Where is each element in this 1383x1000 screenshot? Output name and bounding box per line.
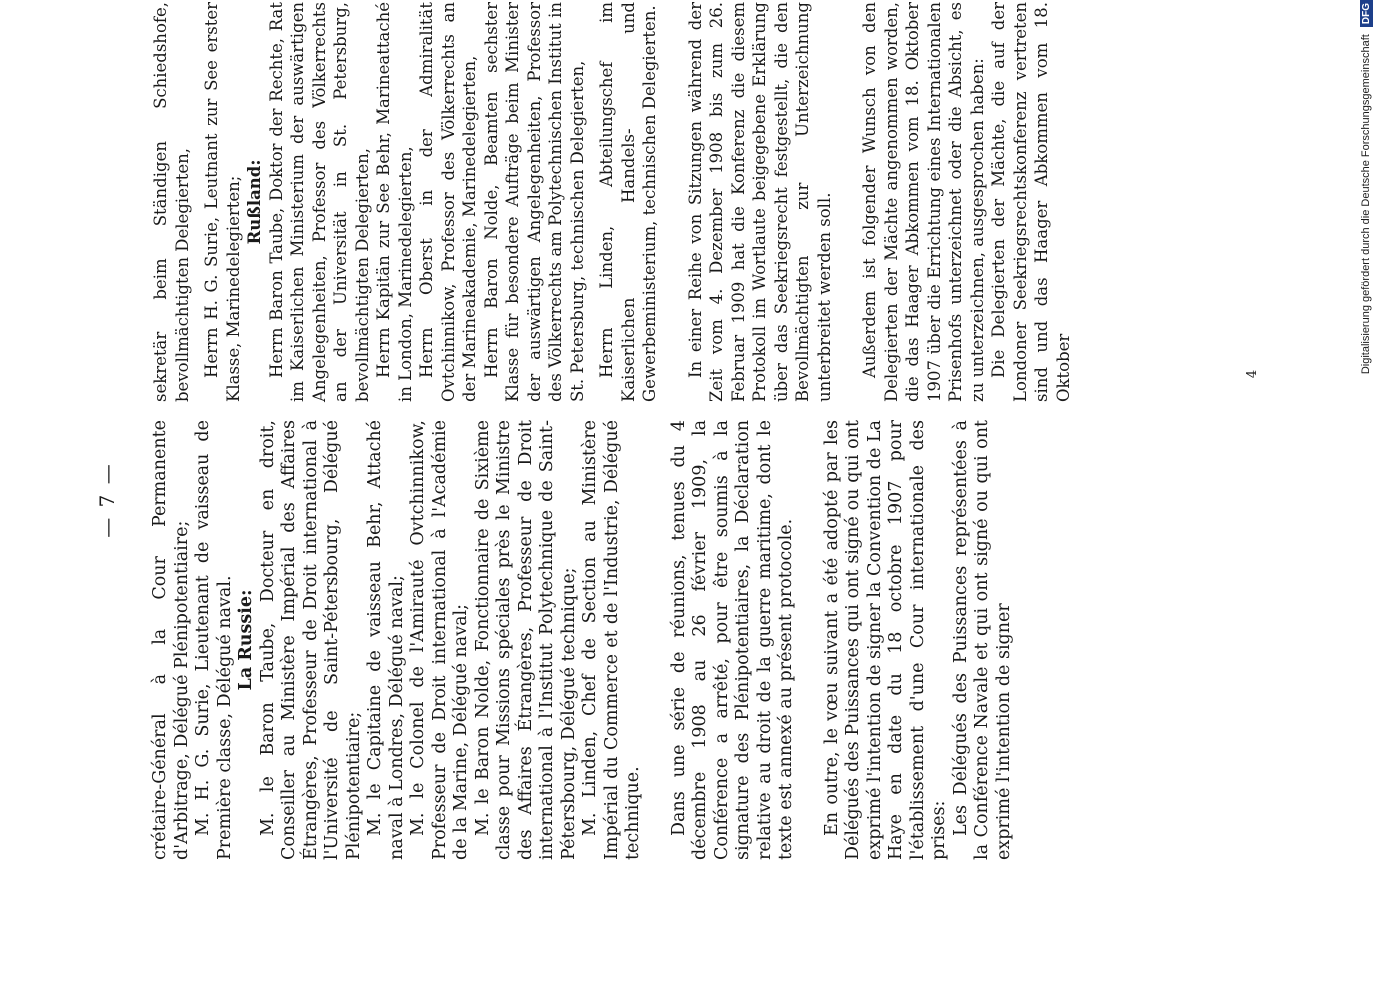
spacer	[835, 2, 859, 402]
signature-mark: 4	[1245, 369, 1260, 379]
fr-intro: crétaire-Général à la Cour Permanente d'Arbitrage, Délégué Plénipotentiaire;	[150, 420, 192, 860]
fr-taube: M. le Baron Taube, Docteur en droit, Conseiller au Ministère Impérial des Affaires Étrangères, Professeur de Droit international à l'Université de Saint-Pétersbourg, Délégué Plénipotentiaire;	[257, 420, 364, 860]
fr-voeu: En outre, le vœu suivant a été adopté par les Délégués des Puissances qui ont signé ou qui ont exprimé l'intention de signer la Convention de La Haye en date du 18 octobre 1907 pour l'établissement d'une Cour internationale des prises:	[821, 420, 949, 860]
page-number: — 7 —	[95, 462, 119, 538]
fr-ovtchinnikow: M. le Colonel de l'Amirauté Ovtchinnikow, Professeur de Droit international à l'Académie de la Marine, Délégué naval;	[408, 420, 471, 860]
spacer	[645, 420, 669, 860]
spacer	[193, 2, 201, 402]
de-reunions: In einer Reihe von Sitzungen während der Zeit vom 4. Dezember 1908 bis zum 26. Februar 1909 hat die Konferenz die diesem Protokoll im Wortlaute beigegebene Erklärung über das Seekriegsrecht festgestellt, die den Bevollmächtigten zur Unterzeichnung unterbreitet werden soll.	[685, 2, 834, 402]
de-ovtchinnikow: Herrn Oberst in der Admiralität Ovtchinnikow, Professor des Völkerrechts an der Marineakademie, Marinedelegierten,	[417, 2, 479, 402]
de-linden: Herrn Linden, Abteilungschef im Kaiserlichen Handels- und Gewerbeministerium, technischen Delegierten.	[597, 2, 659, 402]
fr-reunions: Dans une série de réunions, tenues du 4 décembre 1908 au 26 février 1909, la Conférence a arrêté, pour être soumis à la signature des Plénipotentiaires, la Déclaration relative au droit de la guerre maritime, dont le texte est annexé au présent protocole.	[668, 420, 796, 860]
fr-linden: M. Linden, Chef de Section au Ministère Impérial du Commerce et de l'Industrie, Délégué technique.	[580, 420, 643, 860]
de-nolde: Herrn Baron Nolde, Beamten sechster Klasse für besondere Aufträge beim Minister der auswärtigen Angelegenheiten, Professor des Völkerrechts am Polytechnischen Institut in St. Petersburg, technischen Delegierten,	[481, 2, 587, 402]
de-intro: sekretär beim Ständigen Schiedshofe, bevollmächtigten Delegierten,	[151, 2, 192, 402]
fr-delegues: Les Délégués des Puissances représentées à la Conférence Navale et qui ont signé ou qui ont exprimé l'intention de signer	[950, 420, 1014, 860]
dfg-logo-icon: DFG	[1360, 0, 1373, 27]
de-voeu: Außerdem ist folgender Wunsch von den Delegierten der Mächte angenommen worden, die das Haager Abkommen vom 18. Oktober 1907 über die Errichtung eines Internationalen Prisenhofs unterzeichnet oder die Absicht, es zu unterzeichnen, ausgesprochen haben:	[860, 2, 987, 402]
french-column	[150, 420, 1015, 860]
german-column	[150, 2, 1074, 402]
spacer	[798, 420, 822, 860]
de-surie: Herrn H. G. Surie, Leutnant zur See erster Klasse, Marinedelegierten;	[202, 2, 243, 402]
de-delegues: Die Delegierten der Mächte, die auf der Londoner Seekriegsrechtskonferenz vertreten sind und das Haager Abkommen vom 18. Oktober	[989, 2, 1073, 402]
footer-text: Digitalisierung gefördert durch die Deutsche Forschungsgemeinschaft	[1360, 34, 1372, 375]
fr-surie: M. H. G. Surie, Lieutenant de vaisseau de Première classe, Délégué naval.	[193, 420, 235, 860]
spacer	[661, 2, 685, 402]
digitization-footer	[1360, 0, 1373, 1000]
fr-behr: M. le Capitaine de vaisseau Behr, Attaché naval à Londres, Délégué naval;	[365, 420, 407, 860]
fr-heading-russia: La Russie:	[236, 589, 256, 691]
spacer	[588, 2, 596, 402]
de-taube: Herrn Baron Taube, Doktor der Rechte, Rat im Kaiserlichen Ministerium der auswärtigen Angelegenheiten, Professor des Völkerrechts an der Universität in St. Petersburg, bevollmächtigten Delegierten,	[266, 2, 372, 402]
de-heading-russia: Rußland:	[245, 159, 264, 245]
fr-nolde: M. le Baron Nolde, Fonctionnaire de Sixième classe pour Missions spéciales près le Ministre des Affaires Étrangères, Professeur de Droit international à l'Institut Polytechnique de Saint-Pétersbourg, Délégué technique;	[472, 420, 579, 860]
de-behr: Herrn Kapitän zur See Behr, Marineattaché in London, Marinedelegierten,	[374, 2, 415, 402]
